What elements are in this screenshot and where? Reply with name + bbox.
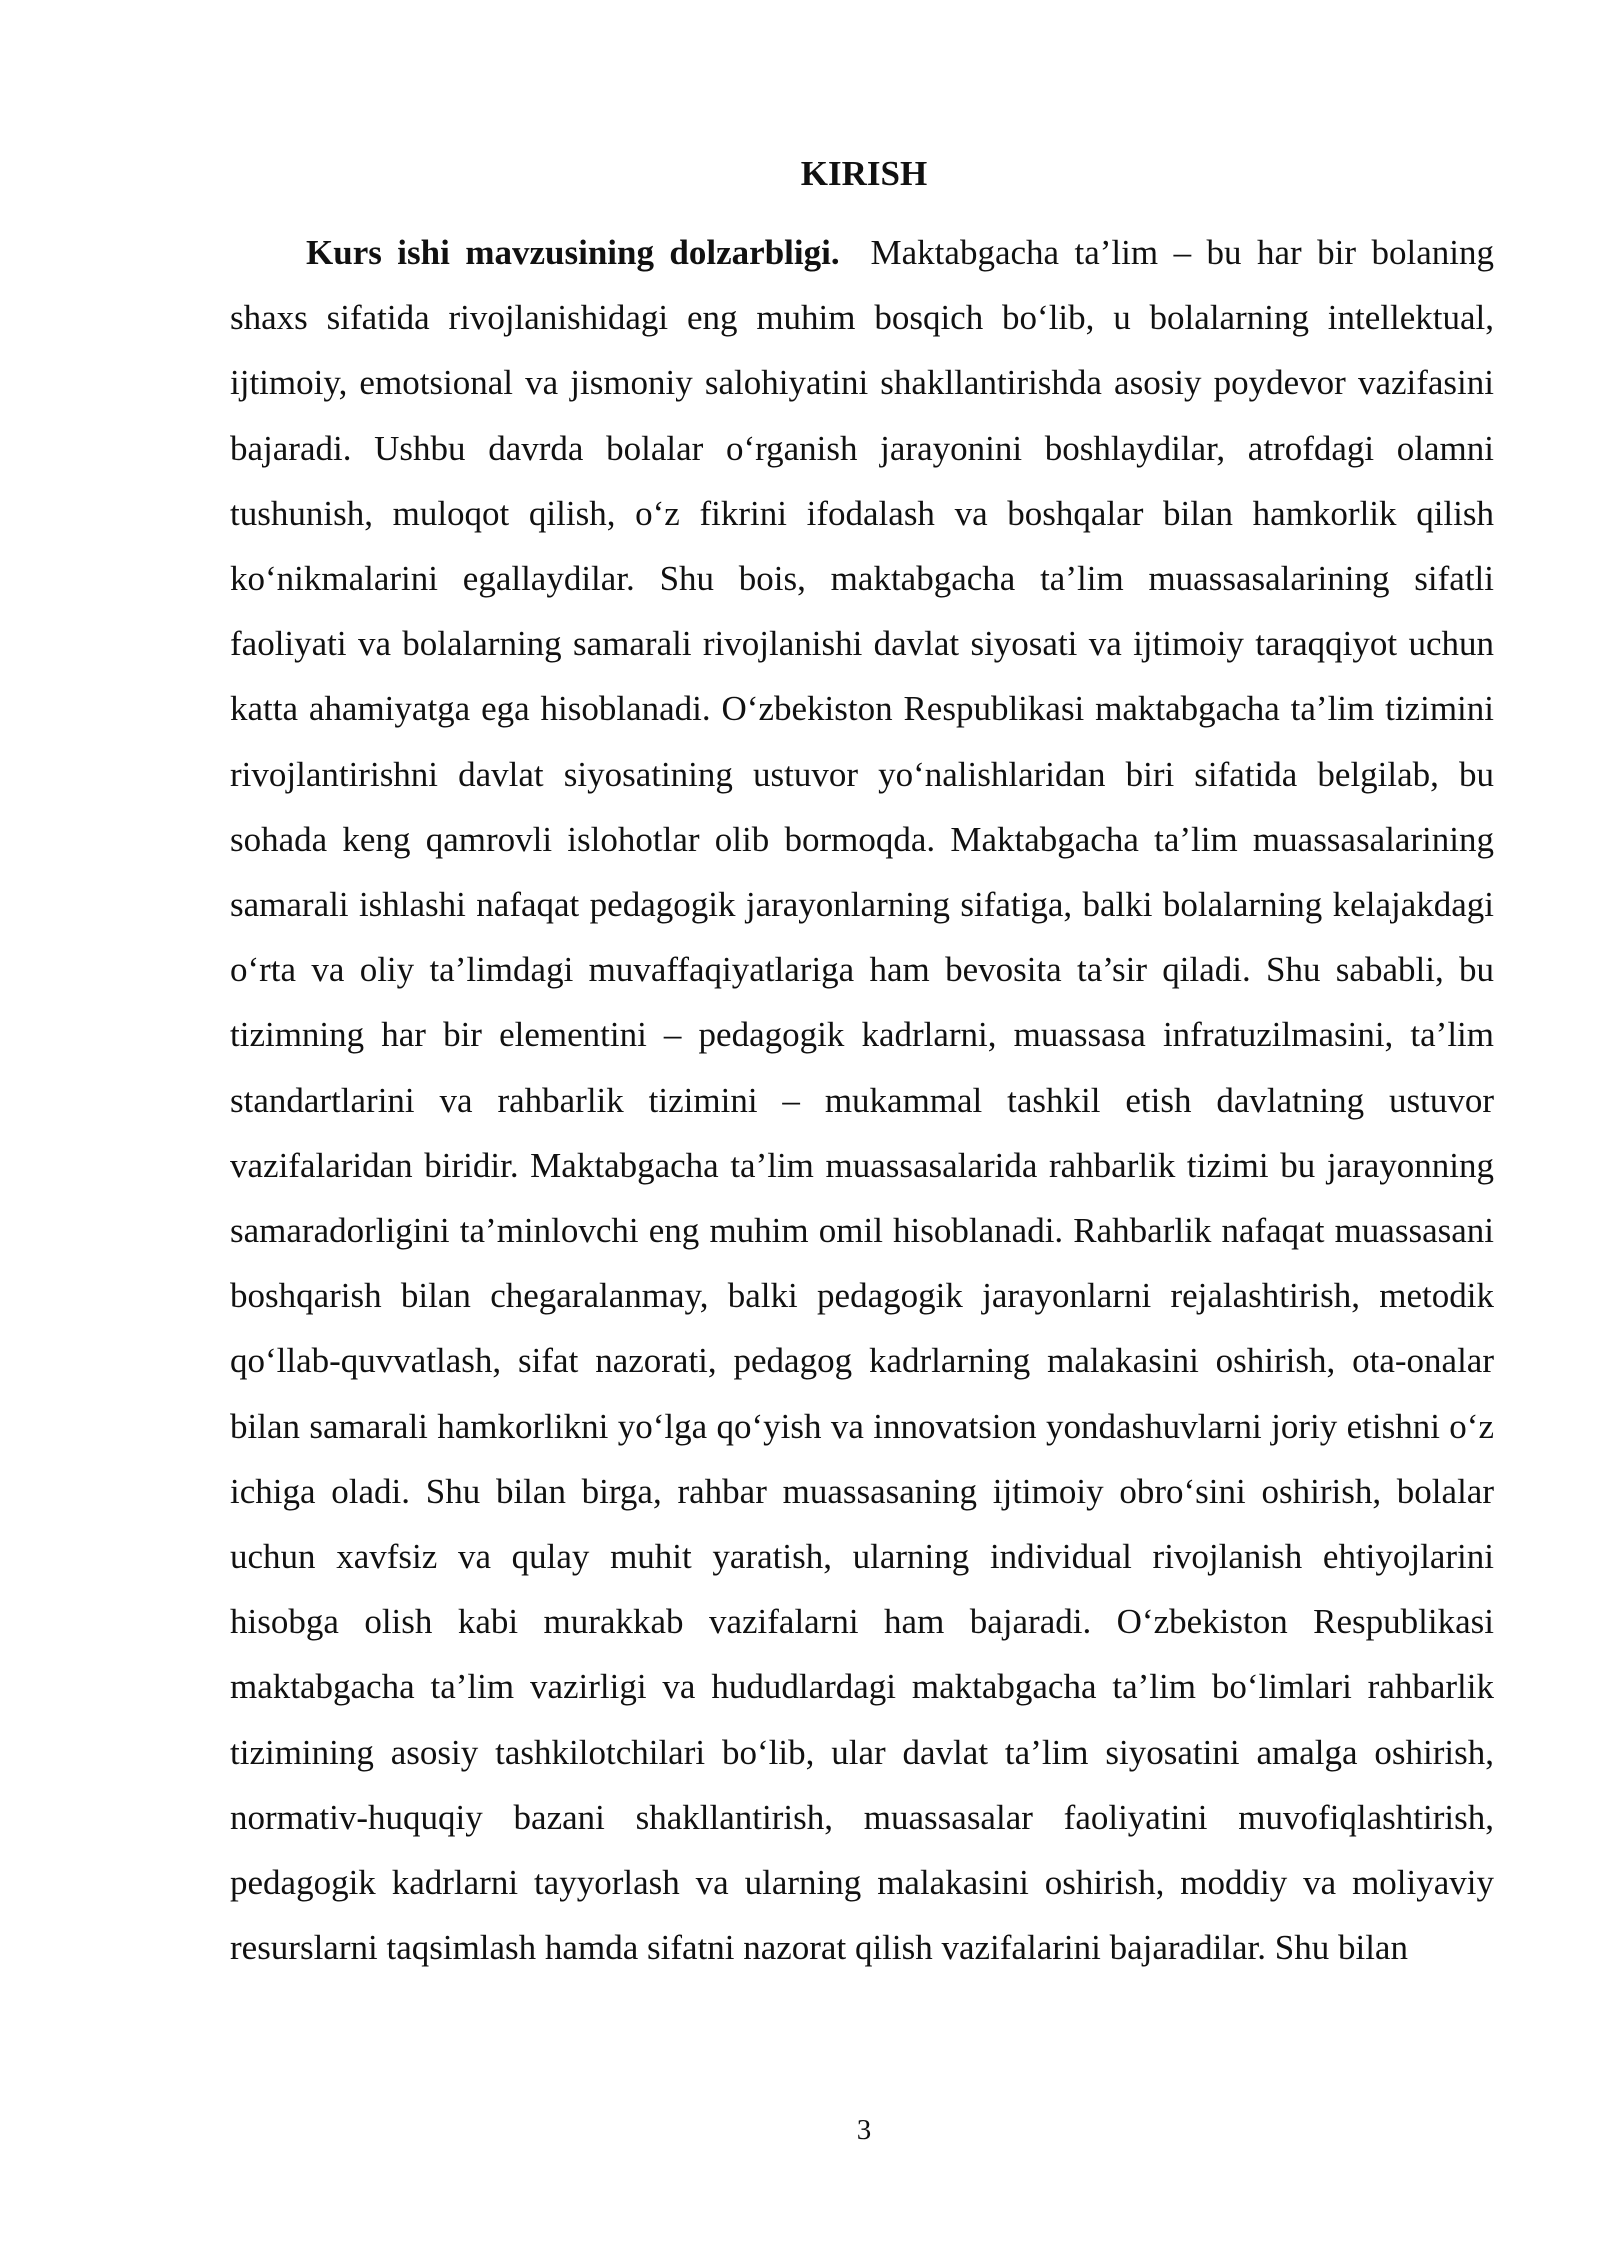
page-title: KIRISH bbox=[800, 154, 928, 193]
body-paragraph bbox=[230, 220, 1494, 1980]
paragraph-text: Maktabgacha ta’lim – bu har bir bolaning shaxs sifatida rivojlanishidagi eng muhim bosqich bo‘lib, u bolalarning intellektual, ijtimoiy, emotsional va jismoniy salohiyatini shakllantirishda asosiy poydevor vazifasini bajaradi. Ushbu davrda bolalar o‘rganish jarayonini boshlaydilar, atrofdagi olamni tushunish, muloqot qilish, o‘z fikrini ifodalash va boshqalar bilan hamkorlik qilish ko‘nikmalarini egallaydilar. Shu bois, maktabgacha ta’lim muassasalarining sifatli faoliyati va bolalarning samarali rivojlanishi davlat siyosati va ijtimoiy taraqqiyot uchun katta ahamiyatga ega hisoblanadi. O‘zbekiston Respublikasi maktabgacha ta’lim tizimini rivojlantirishni davlat siyosatining ustuvor yo‘nalishlaridan biri sifatida belgilab, bu sohada keng qamrovli islohotlar olib bormoqda. Maktabgacha ta’lim muassasalarining samarali ishlashi nafaqat pedagogik jarayonlarning sifatiga, balki bolalarning kelajakdagi o‘rta va oliy ta’limdagi muvaffaqiyatlariga ham bevosita ta’sir qiladi. Shu sababli, bu tizimning har bir elementini – pedagogik kadrlarni, muassasa infratuzilmasini, ta’lim standartlarini va rahbarlik tizimini – mukammal tashkil etish davlatning ustuvor vazifalaridan biridir. Maktabgacha ta’lim muassasalarida rahbarlik tizimi bu jarayonning samaradorligini ta’minlovchi eng muhim omil hisoblanadi. Rahbarlik nafaqat muassasani boshqarish bilan chegaralanmay, balki pedagogik jarayonlarni rejalashtirish, metodik qo‘llab-quvvatlash, sifat nazorati, pedagog kadrlarning malakasini oshirish, ota-onalar bilan samarali hamkorlikni yo‘lga qo‘yish va innovatsion yondashuvlarni joriy etishni o‘z ichiga oladi. Shu bilan birga, rahbar muassasaning ijtimoiy obro‘sini oshirish, bolalar uchun xavfsiz va qulay muhit yaratish, ularning individual rivojlanish ehtiyojlarini hisobga olish kabi murakkab vazifalarni ham bajaradi. O‘zbekiston Respublikasi maktabgacha ta’lim vazirligi va hududlardagi maktabgacha ta’lim bo‘limlari rahbarlik tizimining asosiy tashkilotchilari bo‘lib, ular davlat ta’lim siyosatini amalga oshirish, normativ-huquqiy bazani shakllantirish, muassasalar faoliyatini muvofiqlashtirish, pedagogik kadrlarni tayyorlash va ularning malakasini oshirish, moddiy va moliyaviy resurslarni taqsimlash hamda sifatni nazorat qilish vazifalarini bajaradilar. Shu bilan bbox=[230, 233, 1494, 1968]
lead-phrase: Kurs ishi mavzusining dolzarbligi. bbox=[306, 233, 840, 272]
page-number: 3 bbox=[856, 2114, 872, 2146]
